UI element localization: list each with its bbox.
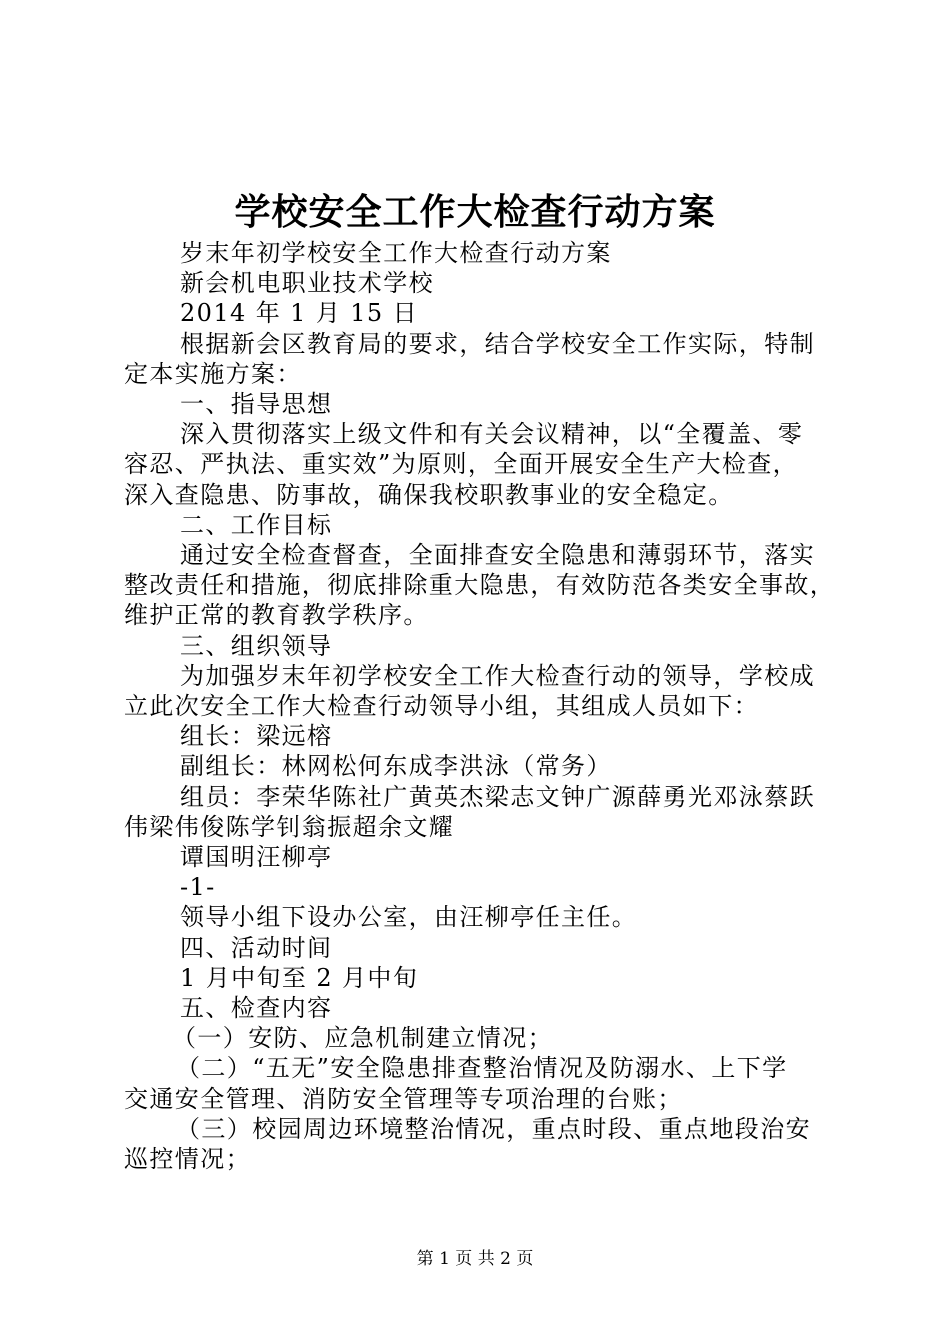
paragraph-line: 一、指导思想: [180, 390, 333, 419]
page-footer: 第 1 页 共 2 页: [416, 1249, 534, 1269]
paragraph-line: 伟梁伟俊陈学钊翁振超余文耀: [124, 812, 455, 841]
paragraph-line: 2014 年 1 月 15 日: [180, 299, 419, 328]
paragraph-line: （一）安防、应急机制建立情况；: [172, 1024, 553, 1053]
paragraph-line: 通过安全检查督查，全面排查安全隐患和薄弱环节，落实: [180, 541, 815, 570]
paragraph-line: 深入贯彻落实上级文件和有关会议精神，以“全覆盖、零: [180, 420, 804, 449]
paragraph-line: 为加强岁末年初学校安全工作大检查行动的领导，学校成: [180, 661, 815, 690]
paragraph-line: 谭国明汪柳亭: [180, 843, 333, 872]
paragraph-line: 组员：李荣华陈社广黄英杰梁志文钟广源薛勇光邓泳蔡跃: [180, 782, 815, 811]
paragraph-line: 新会机电职业技术学校: [180, 269, 434, 298]
paragraph-line: 维护正常的教育教学秩序。: [124, 601, 429, 630]
paragraph-line: 组长：梁远榕: [180, 722, 333, 751]
paragraph-line: 交通安全管理、消防安全管理等专项治理的台账；: [124, 1084, 683, 1113]
paragraph-line: 深入查隐患、防事故，确保我校职教事业的安全稳定。: [124, 480, 734, 509]
paragraph-line: （二）“五无”安全隐患排查整治情况及防溺水、上下学: [176, 1054, 788, 1083]
paragraph-line: 立此次安全工作大检查行动领导小组，其组成人员如下：: [124, 692, 759, 721]
paragraph-line: 根据新会区教育局的要求，结合学校安全工作实际，特制: [180, 329, 815, 358]
paragraph-line: 巡控情况；: [124, 1145, 251, 1174]
paragraph-line: 整改责任和措施，彻底排除重大隐患，有效防范各类安全事故，: [124, 571, 836, 600]
paragraph-line: 五、检查内容: [180, 994, 333, 1023]
paragraph-line: 岁末年初学校安全工作大检查行动方案: [180, 239, 612, 267]
paragraph-line: 领导小组下设办公室，由汪柳亭任主任。: [180, 903, 638, 932]
document-title: 学校安全工作大检查行动方案: [234, 191, 716, 233]
paragraph-line: 定本实施方案：: [124, 359, 302, 388]
paragraph-line: 1 月中旬至 2 月中旬: [180, 963, 419, 992]
document-body: [124, 238, 844, 1174]
paragraph-line: -1-: [180, 873, 216, 902]
paragraph-line: （三）校园周边环境整治情况，重点时段、重点地段治安: [176, 1114, 811, 1143]
paragraph-line: 三、组织领导: [180, 631, 333, 660]
paragraph-line: 容忍、严执法、重实效”为原则，全面开展安全生产大检查，: [124, 450, 799, 479]
paragraph-line: 二、工作目标: [180, 510, 333, 539]
paragraph-line: 副组长：林网松何东成李洪泳（常务）: [180, 752, 612, 781]
paragraph-line: 四、活动时间: [180, 933, 333, 962]
